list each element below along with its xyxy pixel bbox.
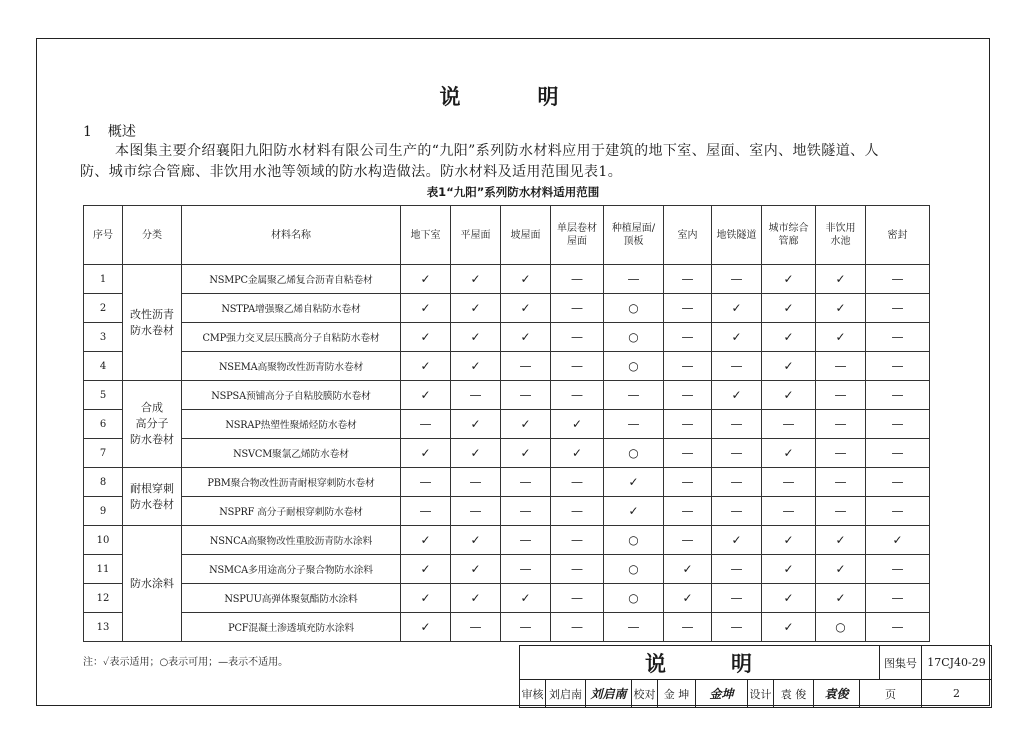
header-cell: 非饮用 水池 [816, 206, 866, 265]
applicability-mark: — [866, 294, 930, 323]
applicability-mark: ○ [816, 613, 866, 642]
applicability-mark: ✓ [501, 265, 551, 294]
applicability-mark: — [501, 526, 551, 555]
applicability-mark: ✓ [816, 323, 866, 352]
material-name: NSEMA高聚物改性沥青防水卷材 [182, 352, 401, 381]
applicability-mark: ✓ [762, 265, 816, 294]
applicability-mark: ○ [604, 584, 664, 613]
atlas-number: 17CJ40-29 [922, 646, 992, 680]
applicability-mark: ✓ [401, 439, 451, 468]
applicability-mark: ✓ [762, 439, 816, 468]
applicability-mark: ✓ [401, 613, 451, 642]
applicability-mark: — [451, 381, 501, 410]
applicability-mark: — [866, 381, 930, 410]
table-row [84, 526, 930, 555]
applicability-mark: — [501, 352, 551, 381]
applicability-mark: — [551, 381, 604, 410]
applicability-mark: ✓ [712, 526, 762, 555]
legend-note: 注：✓表示适用；○表示可用；—表示不适用。 [83, 657, 289, 668]
page-number: 2 [922, 680, 992, 708]
material-name: NSNCA高聚物改性重胶沥青防水涂料 [182, 526, 401, 555]
table-row [84, 265, 930, 294]
category-cell: 防水涂料 [123, 526, 182, 642]
review-label: 审核 [520, 680, 546, 708]
applicability-mark: — [866, 497, 930, 526]
applicability-mark: — [501, 555, 551, 584]
applicability-mark: ✓ [816, 294, 866, 323]
applicability-mark: — [712, 410, 762, 439]
applicability-mark: — [551, 294, 604, 323]
header-cell: 平屋面 [451, 206, 501, 265]
row-number: 6 [84, 410, 123, 439]
applicability-mark: ✓ [816, 265, 866, 294]
applicability-mark: — [664, 613, 712, 642]
applicability-mark: — [551, 555, 604, 584]
reviewer-signature: 刘启南 [586, 680, 632, 708]
header-cell: 坡屋面 [501, 206, 551, 265]
applicability-mark: — [551, 613, 604, 642]
applicability-mark: — [866, 584, 930, 613]
section-heading [83, 121, 152, 141]
applicability-mark: — [551, 526, 604, 555]
applicability-mark: — [712, 613, 762, 642]
applicability-mark: ✓ [501, 323, 551, 352]
row-number: 12 [84, 584, 123, 613]
atlas-label: 图集号 [880, 646, 922, 680]
applicability-mark: — [664, 439, 712, 468]
table-row [84, 468, 930, 497]
applicability-mark: — [401, 410, 451, 439]
applicability-mark: — [816, 468, 866, 497]
applicability-mark: — [551, 584, 604, 613]
applicability-mark: — [401, 468, 451, 497]
table-row [84, 294, 930, 323]
header-cell: 密封 [866, 206, 930, 265]
applicability-mark: ✓ [401, 555, 451, 584]
title-block [519, 645, 992, 708]
applicability-mark: ✓ [501, 439, 551, 468]
applicability-mark: ✓ [762, 352, 816, 381]
row-number: 3 [84, 323, 123, 352]
applicability-mark: ✓ [762, 613, 816, 642]
header-cell: 城市综合 管廊 [762, 206, 816, 265]
applicability-mark: — [816, 497, 866, 526]
applicability-mark: ✓ [451, 265, 501, 294]
table-caption: 表1“九阳”系列防水材料适用范围 [426, 185, 600, 199]
section-number: 1 [83, 124, 92, 140]
check-label: 校对 [632, 680, 658, 708]
applicability-mark: ✓ [762, 555, 816, 584]
material-name: NSPRF 高分子耐根穿刺防水卷材 [182, 497, 401, 526]
applicability-mark: ✓ [401, 526, 451, 555]
applicability-mark: ✓ [451, 526, 501, 555]
checker-name: 金 坤 [658, 680, 696, 708]
applicability-mark: — [451, 468, 501, 497]
applicability-mark: ✓ [816, 584, 866, 613]
applicability-mark: ✓ [712, 294, 762, 323]
applicability-mark: — [501, 468, 551, 497]
applicability-mark: ✓ [712, 323, 762, 352]
applicability-mark: — [664, 526, 712, 555]
header-cell: 地下室 [401, 206, 451, 265]
applicability-mark: — [551, 323, 604, 352]
applicability-mark: ✓ [551, 439, 604, 468]
applicability-mark: — [664, 381, 712, 410]
table-row [84, 352, 930, 381]
applicability-mark: ✓ [712, 381, 762, 410]
applicability-mark: ✓ [451, 439, 501, 468]
section-title: 概述 [107, 124, 136, 140]
applicability-mark: — [551, 497, 604, 526]
row-number: 9 [84, 497, 123, 526]
applicability-mark: — [816, 352, 866, 381]
applicability-mark: — [501, 613, 551, 642]
applicability-mark: — [551, 468, 604, 497]
header-cell: 地铁隧道 [712, 206, 762, 265]
paragraph-line-1: 本图集主要介绍襄阳九阳防水材料有限公司生产的“九阳”系列防水材料应用于建筑的地下室、屋面、室内、地铁隧道、人 [115, 143, 879, 159]
reviewer-name: 刘启南 [546, 680, 586, 708]
applicability-mark: — [816, 381, 866, 410]
applicability-mark: — [712, 468, 762, 497]
material-name: PCF混凝土渗透填充防水涂料 [182, 613, 401, 642]
material-name: NSRAP热塑性聚烯烃防水卷材 [182, 410, 401, 439]
applicability-mark: — [604, 265, 664, 294]
applicability-mark: ✓ [762, 584, 816, 613]
applicability-mark: — [712, 584, 762, 613]
row-number: 11 [84, 555, 123, 584]
table-row [84, 410, 930, 439]
header-row [84, 206, 930, 265]
paragraph-line-2: 防、城市综合管廊、非饮用水池等领域的防水构造做法。防水材料及适用范围见表1。 [80, 164, 623, 180]
header-cell: 种植屋面/ 顶板 [604, 206, 664, 265]
applicability-mark: ✓ [551, 410, 604, 439]
applicability-mark: ✓ [664, 584, 712, 613]
applicability-mark: ✓ [401, 323, 451, 352]
applicability-mark: ○ [604, 439, 664, 468]
page-title: 说 明 [439, 84, 587, 109]
applicability-mark: — [762, 410, 816, 439]
applicability-mark: ✓ [451, 555, 501, 584]
applicability-mark: — [664, 265, 712, 294]
applicability-mark: — [712, 265, 762, 294]
applicability-mark: ○ [604, 323, 664, 352]
applicability-mark: ✓ [401, 381, 451, 410]
applicability-mark: — [604, 410, 664, 439]
applicability-mark: — [401, 497, 451, 526]
table-row [84, 613, 930, 642]
applicability-mark: — [712, 555, 762, 584]
applicability-mark: ✓ [762, 323, 816, 352]
applicability-mark: — [551, 265, 604, 294]
applicability-mark: — [866, 323, 930, 352]
designer-signature: 袁俊 [814, 680, 860, 708]
applicability-mark: ✓ [604, 497, 664, 526]
category-cell: 合成 高分子 防水卷材 [123, 381, 182, 468]
applicability-mark: ○ [604, 526, 664, 555]
header-cell: 室内 [664, 206, 712, 265]
page-label: 页 [860, 680, 922, 708]
table-body [84, 265, 930, 642]
applicability-mark: — [501, 381, 551, 410]
applicability-mark: ✓ [816, 526, 866, 555]
applicability-mark: ✓ [451, 584, 501, 613]
applicability-mark: ✓ [451, 323, 501, 352]
applicability-mark: ○ [604, 555, 664, 584]
category-cell: 耐根穿刺 防水卷材 [123, 468, 182, 526]
applicability-mark: — [501, 497, 551, 526]
applicability-mark: — [866, 613, 930, 642]
table-row [84, 497, 930, 526]
applicability-mark: ✓ [451, 294, 501, 323]
row-number: 5 [84, 381, 123, 410]
header-cell: 材料名称 [182, 206, 401, 265]
overview-paragraph [80, 141, 943, 183]
applicability-mark: — [664, 294, 712, 323]
table-row [84, 323, 930, 352]
applicability-mark: — [816, 439, 866, 468]
table-row [84, 381, 930, 410]
applicability-mark: ✓ [401, 294, 451, 323]
applicability-mark: — [712, 497, 762, 526]
material-name: NSMPC金属聚乙烯复合沥青自粘卷材 [182, 265, 401, 294]
row-number: 10 [84, 526, 123, 555]
applicability-mark: ✓ [501, 410, 551, 439]
applicability-mark: ✓ [816, 555, 866, 584]
applicability-mark: — [451, 497, 501, 526]
material-name: NSTPA增强聚乙烯自粘防水卷材 [182, 294, 401, 323]
applicability-mark: — [604, 381, 664, 410]
applicability-mark: — [712, 439, 762, 468]
designer-name: 袁 俊 [774, 680, 814, 708]
applicability-mark: ✓ [604, 468, 664, 497]
drawing-sheet [36, 38, 990, 706]
row-number: 7 [84, 439, 123, 468]
table-row [84, 439, 930, 468]
material-name: NSMCA多用途高分子聚合物防水涂料 [182, 555, 401, 584]
checker-signature: 金坤 [696, 680, 748, 708]
applicability-mark: — [664, 323, 712, 352]
title-block-title: 说 明 [520, 646, 880, 680]
applicability-mark: — [866, 468, 930, 497]
material-name: NSVCM聚氯乙烯防水卷材 [182, 439, 401, 468]
applicability-mark: — [866, 410, 930, 439]
applicability-mark: — [866, 439, 930, 468]
applicability-mark: — [604, 613, 664, 642]
design-label: 设计 [748, 680, 774, 708]
applicability-mark: — [762, 468, 816, 497]
material-name: PBM聚合物改性沥青耐根穿刺防水卷材 [182, 468, 401, 497]
header-cell: 单层卷材 屋面 [551, 206, 604, 265]
material-name: NSPUU高弹体聚氨酯防水涂料 [182, 584, 401, 613]
row-number: 1 [84, 265, 123, 294]
applicability-mark: — [866, 265, 930, 294]
table-row [84, 584, 930, 613]
header-cell: 分类 [123, 206, 182, 265]
table-row [84, 555, 930, 584]
applicability-mark: — [866, 352, 930, 381]
applicability-mark: ○ [604, 294, 664, 323]
material-name: NSPSA预铺高分子自粘胶膜防水卷材 [182, 381, 401, 410]
applicability-mark: — [664, 410, 712, 439]
row-number: 8 [84, 468, 123, 497]
applicability-mark: — [451, 613, 501, 642]
applicability-mark: — [762, 497, 816, 526]
row-number: 4 [84, 352, 123, 381]
applicability-mark: ✓ [762, 294, 816, 323]
category-cell: 改性沥青 防水卷材 [123, 265, 182, 381]
applicability-mark: — [664, 468, 712, 497]
applicability-mark: — [551, 352, 604, 381]
applicability-mark: — [664, 497, 712, 526]
applicability-mark: ✓ [664, 555, 712, 584]
applicability-mark: ✓ [501, 294, 551, 323]
applicability-mark: — [664, 352, 712, 381]
applicability-mark: ○ [604, 352, 664, 381]
header-cell: 序号 [84, 206, 123, 265]
applicability-mark: ✓ [866, 526, 930, 555]
applicability-mark: — [816, 410, 866, 439]
materials-table [83, 205, 930, 642]
applicability-mark: ✓ [451, 410, 501, 439]
applicability-mark: — [866, 555, 930, 584]
applicability-mark: ✓ [762, 526, 816, 555]
row-number: 13 [84, 613, 123, 642]
applicability-mark: ✓ [762, 381, 816, 410]
applicability-mark: — [712, 352, 762, 381]
applicability-mark: ✓ [501, 584, 551, 613]
row-number: 2 [84, 294, 123, 323]
material-name: CMP强力交叉层压膜高分子自粘防水卷材 [182, 323, 401, 352]
applicability-mark: ✓ [401, 352, 451, 381]
applicability-mark: ✓ [401, 265, 451, 294]
applicability-mark: ✓ [451, 352, 501, 381]
applicability-mark: ✓ [401, 584, 451, 613]
